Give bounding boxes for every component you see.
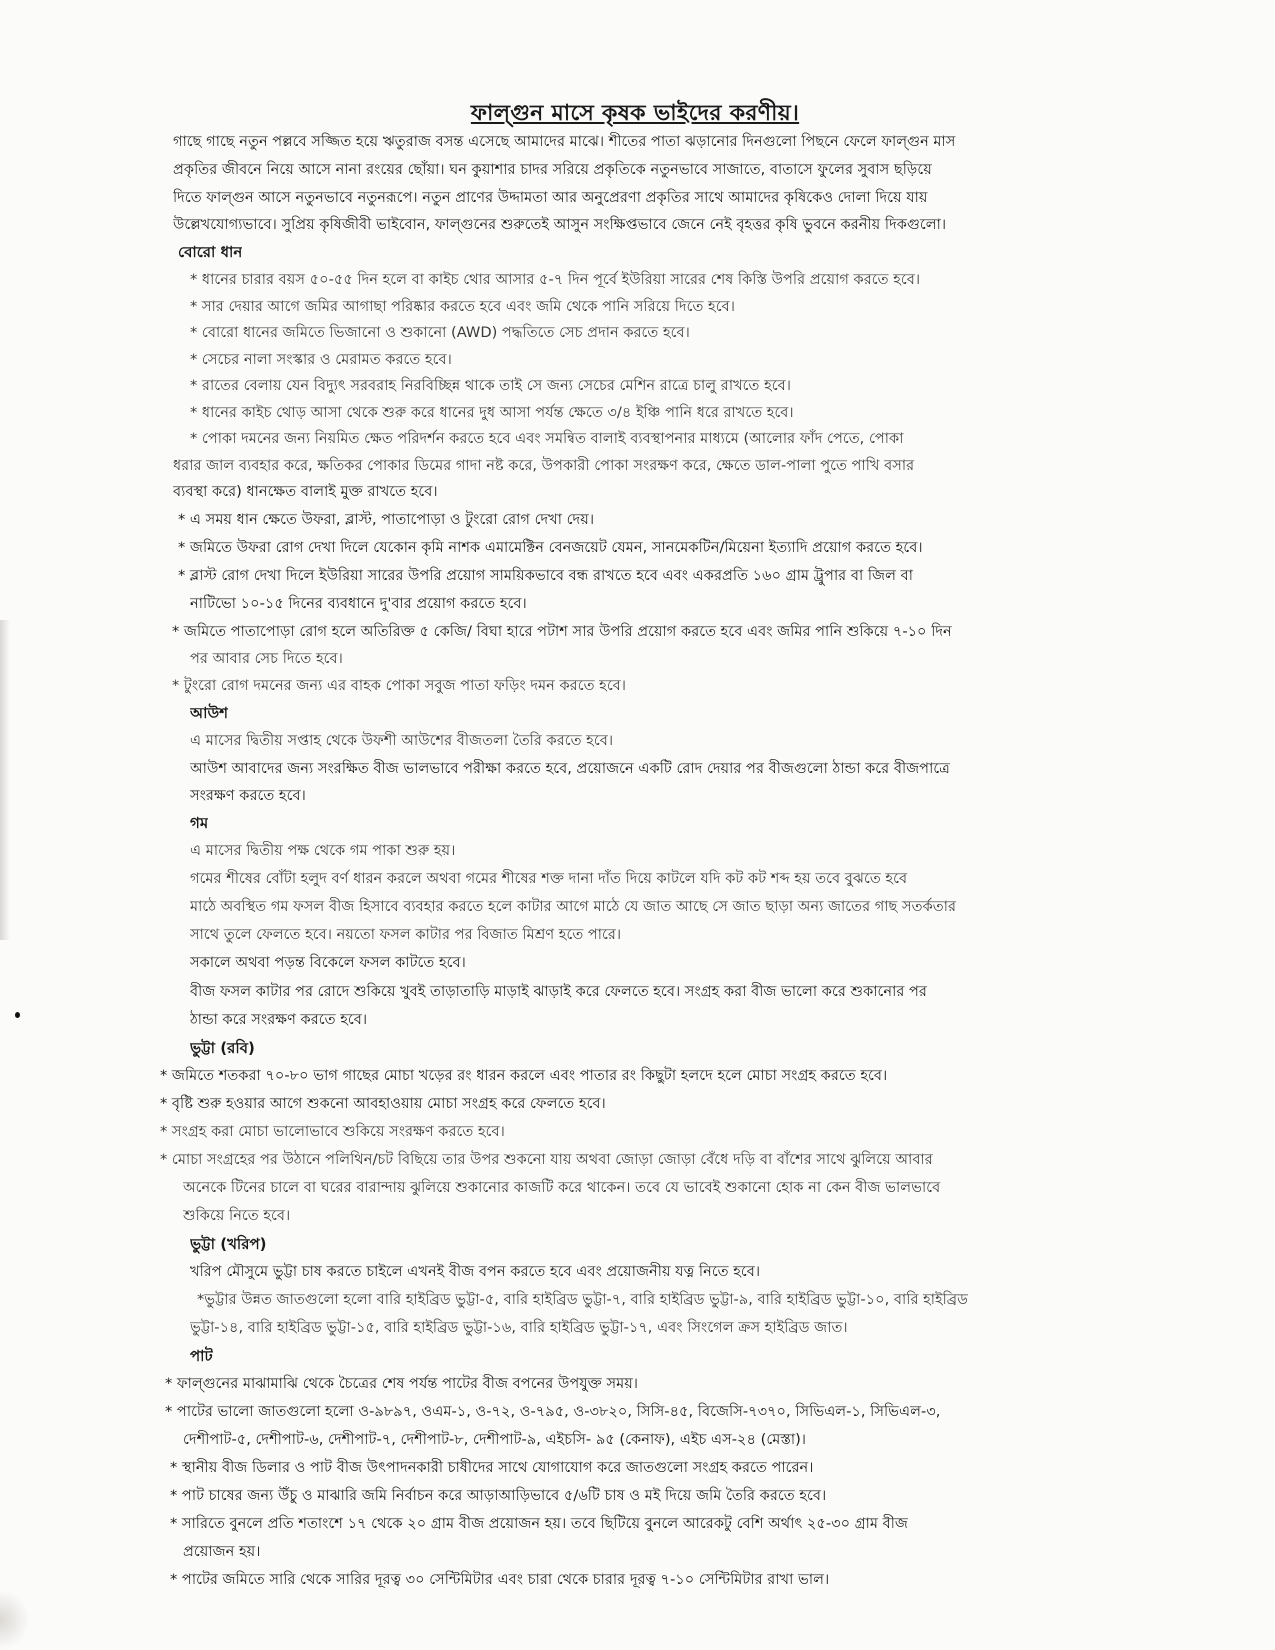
paragraph-line: সকালে অথবা পড়ন্ত বিকেলে ফসল কাটতে হবে। xyxy=(190,954,466,971)
list-item: * পাটের ভালো জাতগুলো হলো ও-৯৮৯৭, ওএম-১, ও-৭২, ও-৭৯৫, ও-৩৮২০, সিসি-৪৫, বিজেসি-৭৩৭০, সিভিএল-১, সিভিএল-৩, xyxy=(165,1403,941,1420)
paragraph-line: এ মাসের দ্বিতীয় পক্ষ থেকে গম পাকা শুরু হয়। xyxy=(190,842,456,859)
list-item-continuation: ব্যবস্থা করে) ধানক্ষেত বালাই মুক্ত রাখতে হবে। xyxy=(173,483,438,500)
list-item: * টুংরো রোগ দমনের জন্য এর বাহক পোকা সবুজ পাতা ফড়িং দমন করতে হবে। xyxy=(172,677,627,694)
ink-dot xyxy=(15,1012,20,1018)
section-heading-wheat: গম xyxy=(190,814,209,832)
section-heading-boro: বোরো ধান xyxy=(178,243,243,261)
list-item: * ধানের চারার বয়স ৫০-৫৫ দিন হলে বা কাইচ থোর আসার ৫-৭ দিন পূর্বে ইউরিয়া সারের শেষ কিস্তি উপরি প্রয়োগ করতে হবে। xyxy=(190,271,921,288)
paragraph-line: ঠান্ডা করে সংরক্ষণ করতে হবে। xyxy=(190,1011,368,1028)
intro-line: গাছে গাছে নতুন পল্লবে সজ্জিত হয়ে ঋতুরাজ বসন্ত এসেছে আমাদের মাঝে। শীতের পাতা ঝড়ানোর দিনগুলো পিছনে ফেলে ফাল্গুন মাস xyxy=(173,133,956,150)
list-item: * ফাল্গুনের মাঝামাঝি থেকে চৈত্রের শেষ পর্যন্ত পাটের বীজ বপনের উপযুক্ত সময়। xyxy=(165,1375,639,1392)
list-item: * জমিতে উফরা রোগ দেখা দিলে যেকোন কৃমি নাশক এমামেক্টিন বেনজয়েট যেমন, সানমেকটিন/মিয়েনা ইত্যাদি প্রয়োগ করতে হবে। xyxy=(178,539,923,556)
list-item: * বোরো ধানের জমিতে ভিজানো ও শুকানো (AWD) পদ্ধতিতে সেচ প্রদান করতে হবে। xyxy=(190,324,690,341)
section-heading-jute: পাট xyxy=(190,1347,213,1365)
list-item-continuation: পর আবার সেচ দিতে হবে। xyxy=(190,650,343,667)
list-item-continuation: নাটিভো ১০-১৫ দিনের ব্যবধানে দু'বার প্রয়োগ করতে হবে। xyxy=(190,595,527,612)
paragraph-line: *ভুট্টার উন্নত জাতগুলো হলো বারি হাইব্রিড ভুট্টা-৫, বারি হাইব্রিড ভুট্টা-৭, বারি হাইব্রিড ভুট্টা-৯, বারি হাইব্রিড ভুট্টা-১০, বারি হাইব্রিড xyxy=(197,1291,968,1308)
paper-stain xyxy=(0,1590,30,1650)
intro-line: উল্লেখযোগ্যভাবে। সুপ্রিয় কৃষিজীবী ভাইবোন, ফাল্গুনের শুরুতেই আসুন সংক্ষিপ্তভাবে জেনে নেই বৃহত্তর কৃষি ভুবনে করনীয় দিকগুলো। xyxy=(173,216,947,233)
list-item: * ধানের কাইচ থোড় আসা থেকে শুরু করে ধানের দুধ আসা পর্যন্ত ক্ষেতে ৩/৪ ইঞ্চি পানি ধরে রাখতে হবে। xyxy=(190,404,794,421)
list-item: * সারিতে বুনলে প্রতি শতাংশে ১৭ থেকে ২০ গ্রাম বীজ প্রয়োজন হয়। তবে ছিটিয়ে বুনলে আরেকটু বেশি অর্থাৎ ২৫-৩০ গ্রাম বীজ xyxy=(170,1515,908,1532)
list-item: * স্থানীয় বীজ ডিলার ও পাট বীজ উৎপাদনকারী চাষীদের সাথে যোগাযোগ করে জাতগুলো সংগ্রহ করতে পারেন। xyxy=(170,1459,814,1476)
list-item: * ব্লাস্ট রোগ দেখা দিলে ইউরিয়া সারের উপরি প্রয়োগ সাময়িকভাবে বন্ধ রাখতে হবে এবং একরপ্রতি ১৬০ গ্রাম ট্রুপার বা জিল বা xyxy=(178,567,913,584)
list-item-continuation: প্রয়োজন হয়। xyxy=(183,1543,261,1560)
list-item: * জমিতে শতকরা ৭০-৮০ ভাগ গাছের মোচা খড়ের রং ধারন করলে এবং পাতার রং কিছুটা হলদে হলে মোচা সংগ্রহ করতে হবে। xyxy=(160,1067,888,1084)
paragraph-line: খরিপ মৌসুমে ভুট্টা চাষ করতে চাইলে এখনই বীজ বপন করতে হবে এবং প্রয়োজনীয় যত্ন নিতে হবে। xyxy=(190,1263,761,1280)
list-item-continuation: দেশীপাট-৫, দেশীপাট-৬, দেশীপাট-৭, দেশীপাট-৮, দেশীপাট-৯, এইচসি- ৯৫ (কেনাফ), এইচ এস-২৪ (মেস্তা)। xyxy=(183,1431,806,1448)
section-heading-maize-kharif: ভুট্টা (খরিপ) xyxy=(190,1235,267,1253)
list-item: * পাট চাষের জন্য উঁচু ও মাঝারি জমি নির্বাচন করে আড়াআড়িভাবে ৫/৬টি চাষ ও মই দিয়ে জমি তৈরি করতে হবে। xyxy=(170,1487,827,1504)
section-heading-aus: আউশ xyxy=(190,704,229,722)
list-item: * পোকা দমনের জন্য নিয়মিত ক্ষেত পরিদর্শন করতে হবে এবং সমন্বিত বালাই ব্যবস্থাপনার মাধ্যমে (আলোর ফাঁদ পেতে, পোকা xyxy=(190,430,904,447)
list-item: * জমিতে পাতাপোড়া রোগ হলে অতিরিক্ত ৫ কেজি/ বিঘা হারে পটাশ সার উপরি প্রয়োগ করতে হবে এবং জমির পানি শুকিয়ে ৭-১০ দিন xyxy=(172,623,952,640)
paragraph-line: আউশ আবাদের জন্য সংরক্ষিত বীজ ভালভাবে পরীক্ষা করতে হবে, প্রয়োজনে একটি রোদ দেয়ার পর বীজগুলো ঠান্ডা করে বীজপাত্রে xyxy=(190,760,950,777)
intro-line: দিতে ফাল্গুন আসে নতুনভাবে নতুনরূপে। নতুন প্রাণের উদ্দামতা আর অনুপ্রেরণা প্রকৃতির সাথে আমাদের কৃষিকেও দোলা দিয়ে যায় xyxy=(173,189,928,206)
list-item-continuation: শুকিয়ে নিতে হবে। xyxy=(183,1207,291,1224)
list-item: * বৃষ্টি শুরু হওয়ার আগে শুকনো আবহাওয়ায় মোচা সংগ্রহ করে ফেলতে হবে। xyxy=(160,1095,606,1112)
list-item: * এ সময় ধান ক্ষেতে উফরা, ব্লাস্ট, পাতাপোড়া ও টুংরো রোগ দেখা দেয়। xyxy=(178,511,595,528)
paragraph-line: গমের শীষের বোঁটা হলুদ বর্ণ ধারন করলে অথবা গমের শীষের শক্ত দানা দাঁত দিয়ে কাটলে যদি কট কট শব্দ হয় তবে বুঝতে হবে xyxy=(190,870,908,887)
list-item-continuation: অনেকে টিনের চালে বা ঘরের বারান্দায় ঝুলিয়ে শুকানোর কাজটি করে থাকেন। তবে যে ভাবেই শুকানো হোক না কেন বীজ ভালভাবে xyxy=(183,1179,941,1196)
paragraph-line: এ মাসের দ্বিতীয় সপ্তাহ থেকে উফশী আউশের বীজতলা তৈরি করতে হবে। xyxy=(190,732,614,749)
list-item: * মোচা সংগ্রহের পর উঠানে পলিথিন/চট বিছিয়ে তার উপর শুকনো যায় অথবা জোড়া জোড়া বেঁধে দড়ি বা বাঁশের সাথে ঝুলিয়ে আবার xyxy=(160,1151,933,1168)
list-item: * সংগ্রহ করা মোচা ভালোভাবে শুকিয়ে সংরক্ষণ করতে হবে। xyxy=(160,1123,505,1140)
intro-line: প্রকৃতির জীবনে নিয়ে আসে নানা রংয়ের ছোঁয়া। ঘন কুয়াশার চাদর সরিয়ে প্রকৃতিকে নতুনভাবে সাজাতে, বাতাসে ফুলের সুবাস ছড়িয়ে xyxy=(173,161,932,178)
scan-shadow xyxy=(0,620,10,940)
page-title: ফাল্গুন মাসে কৃষক ভাইদের করণীয়। xyxy=(470,101,800,126)
list-item: * রাতের বেলায় যেন বিদ্যুৎ সরবরাহ নিরবিচ্ছিন্ন থাকে তাই সে জন্য সেচের মেশিন রাত্রে চালু রাখতে হবে। xyxy=(190,377,791,394)
list-item: * পাটের জমিতে সারি থেকে সারির দূরত্ব ৩০ সেন্টিমিটার এবং চারা থেকে চারার দূরত্ব ৭-১০ সেন্টিমিটার রাখা ভাল। xyxy=(170,1571,830,1588)
paragraph-line: সাথে তুলে ফেলতে হবে। নয়তো ফসল কাটার পর বিজাত মিশ্রণ হতে পারে। xyxy=(190,926,622,943)
paragraph-line: ভুট্টা-১৪, বারি হাইব্রিড ভুট্টা-১৫, বারি হাইব্রিড ভুট্টা-১৬, বারি হাইব্রিড ভুট্টা-১৭, এবং সিংগেল ক্রস হাইব্রিড জাত। xyxy=(190,1319,848,1336)
list-item: * সার দেয়ার আগে জমির আগাছা পরিষ্কার করতে হবে এবং জমি থেকে পানি সরিয়ে দিতে হবে। xyxy=(190,298,735,315)
paragraph-line: মাঠে অবস্থিত গম ফসল বীজ হিসাবে ব্যবহার করতে হলে কাটার আগে মাঠে যে জাত আছে সে জাত ছাড়া অন্য জাতের গাছ সতর্কতার xyxy=(190,898,957,915)
list-item: * সেচের নালা সংস্কার ও মেরামত করতে হবে। xyxy=(190,351,452,368)
paragraph-line: বীজ ফসল কাটার পর রোদে শুকিয়ে খুবই তাড়াতাড়ি মাড়াই ঝাড়াই করে ফেলতে হবে। সংগ্রহ করা বীজ ভালো করে শুকানোর পর xyxy=(190,983,927,1000)
list-item-continuation: ধরার জাল ব্যবহার করে, ক্ষতিকর পোকার ডিমের গাদা নষ্ট করে, উপকারী পোকা সংরক্ষণ করে, ক্ষেতে ডাল-পালা পুতে পাখি বসার xyxy=(173,457,915,474)
section-heading-maize-rabi: ভুট্টা (রবি) xyxy=(190,1039,255,1057)
paragraph-line: সংরক্ষণ করতে হবে। xyxy=(190,787,306,804)
